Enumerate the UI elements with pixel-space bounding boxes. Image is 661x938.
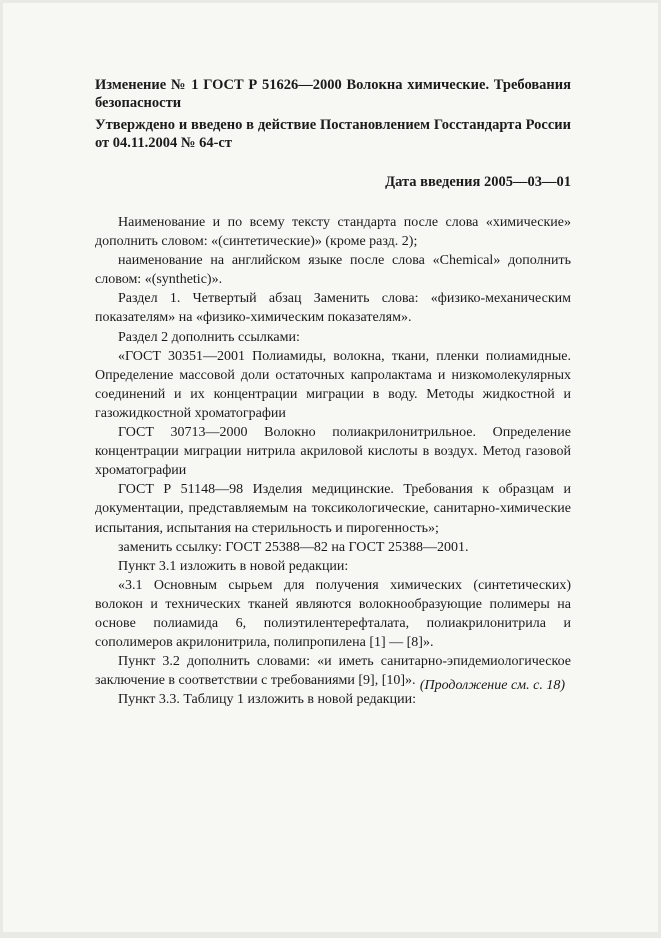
approval-statement: Утверждено и введено в действие Постановлением Госстандарта России от 04.11.2004 № 64-ст	[95, 117, 571, 151]
amendment-title: Изменение № 1 ГОСТ Р 51626—2000 Волокна химические. Требования безопасности	[95, 77, 571, 111]
paragraph: «3.1 Основным сырьем для получения химических (синтетических) волокон и технических тканей являются волокнообразующие полимеры на основе полиамида 6, полиэтилентерефталата, полиакрилонитрила и сополимеров акрилонитрила, полипропилена [1] — [8]».	[95, 577, 571, 651]
paragraph: Наименование и по всему тексту стандарта после слова «химические» дополнить словом: «(синтетические)» (кроме разд. 2);	[95, 215, 571, 250]
paragraph: наименование на английском языке после слова «Chemical» дополнить словом: «(synthetic)».	[95, 253, 571, 288]
paragraph: Пункт 3.1 изложить в новой редакции:	[118, 558, 349, 574]
paragraph: ГОСТ 30713—2000 Волокно полиакрилонитрильное. Определение концентрации миграции нитрила акриловой кислоты в воздух. Метод газовой хроматографии	[95, 425, 571, 479]
paragraph: заменить ссылку: ГОСТ 25388—82 на ГОСТ 25388—2001.	[118, 539, 469, 555]
paragraph: Раздел 2 дополнить ссылками:	[118, 329, 300, 345]
document-content	[95, 76, 571, 709]
effective-date: Дата введения 2005—03—01	[385, 174, 571, 190]
paragraph: Пункт 3.2 дополнить словами: «и иметь санитарно-эпидемиологическое заключение в соответствии с требованиями [9], [10]».	[95, 654, 571, 689]
continuation-note: (Продолжение см. с. 18)	[419, 678, 565, 693]
paragraph: ГОСТ Р 51148—98 Изделия медицинские. Требования к образцам и документации, представляемым на токсикологические, санитарно-химические испытания, испытания на стерильность и пирогенность»;	[95, 482, 571, 536]
amendment-body	[95, 213, 571, 709]
paragraph: «ГОСТ 30351—2001 Полиамиды, волокна, ткани, пленки полиамидные. Определение массовой доли остаточных капролактама и низкомолекулярных соединений и их концентрации миграции в воду. Методы жидкостной и газожидкостной хроматографии	[95, 348, 571, 421]
paragraph: Раздел 1. Четвертый абзац Заменить слова: «физико-механическим показателям» на «физико-химическим показателям».	[95, 291, 571, 326]
paragraph: Пункт 3.3. Таблицу 1 изложить в новой редакции:	[118, 692, 416, 708]
document-page	[3, 3, 658, 932]
